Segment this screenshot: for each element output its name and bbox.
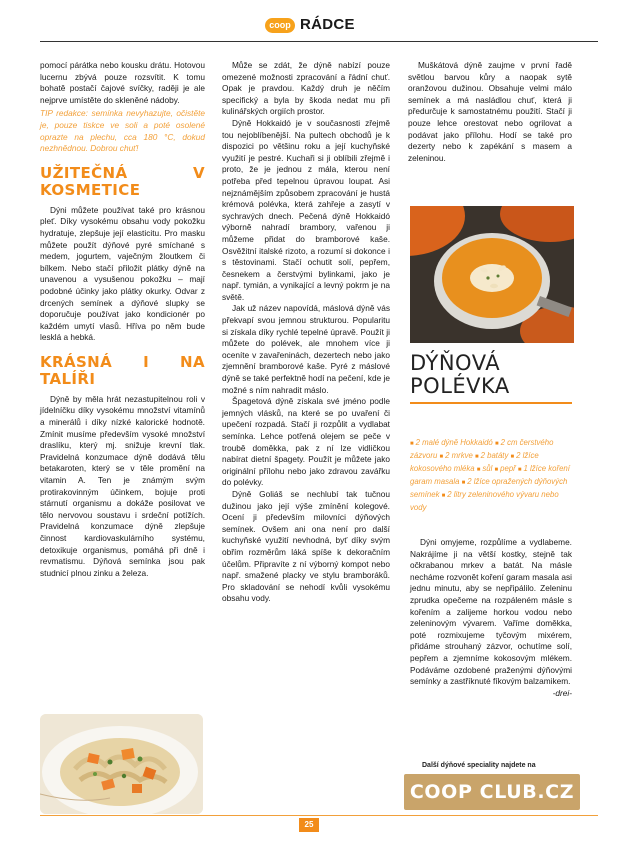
recipe-author: -drei- [552, 687, 572, 698]
coop-club-promo[interactable] [404, 762, 580, 810]
ingredient-item: sůl [482, 464, 495, 473]
coop-logo: coop [265, 18, 295, 33]
promo-lead-text: Další dýňové speciality najdete na [422, 762, 536, 769]
bullet-icon: ■ [510, 454, 515, 460]
recipe-method-text: Dýni omyjeme, rozpůlíme a vydlabeme. Nakrájíme ji na větší kostky, stejně tak očkrabanou mrkev a batát. Na másle necháme rozvonět koření garam masala asi jednu minutu, aby se nepřipálilo. Zeleninu zprudka opečeme na rozpáleném másle s kořením a zalijeme horkou vodou nebo zeleninovým vývarem. Vaříme doměkka, poté rozmixujeme tyčovým mixérem, přidáme strouhaný zázvor, ochutíme solí, pepřem a zjemníme kokosovým mlékem. Podáváme ozdobené praženými dýňovými semínky a zastříknuté fíkovým balzamikem. [410, 537, 572, 687]
header-rule [40, 41, 598, 42]
column-3 [408, 60, 572, 164]
ingredients-list [410, 437, 572, 513]
recipe-method [410, 537, 572, 699]
editor-tip: TIP redakce: semínka nevyhazujte, očistěte je, pouze tiskce ve soli a poté osolené oprazte na plechu, cca 180 °C, dokud nezhnědnou. Dobrou chuť! [40, 108, 205, 154]
ingredient-item: 2 litry zeleninového vývaru nebo vody [410, 490, 559, 512]
ingredient-item: 2 mrkve [445, 451, 475, 460]
col3-paragraph-1: Muškátová dýně zaujme v první řadě světlou barvou kůry a naopak sytě oranžovou dužinou. Obsahuje velmi málo semínek a má nasládlou chuť, která ji předurčuje k samostatnému použití. Stačí ji pouze lehce orestovat nebo ogrilovat a podávat jako přílohu. Hodí se také pro dezerty nebo k zapékání s masem a zeleninou. [408, 60, 572, 163]
ingredient-item: 2 lžíce opražených dýňových semínek [410, 477, 568, 499]
promo-url[interactable]: COOP CLUB.CZ [409, 781, 575, 803]
rubric-title: RÁDCE [300, 16, 355, 33]
ingredient-item: 2 cm čerstvého zázvoru [410, 438, 554, 460]
ingredient-item: 1 lžíce koření garam masala [410, 464, 570, 486]
column-1 [40, 60, 205, 579]
recipe-title-bar [410, 402, 572, 404]
bullet-icon: ■ [517, 467, 522, 473]
footer-rule [40, 815, 598, 816]
ingredient-item: 2 batáty [480, 451, 511, 460]
heading-cosmetics: UŽITEČNÁ V KOSMETICE [40, 163, 205, 199]
page-number: 25 [299, 818, 319, 832]
bullet-icon: ■ [494, 441, 499, 447]
ingredient-item: pepř [500, 464, 518, 473]
col2-paragraph-3: Jak už název napovídá, máslová dýně vás překvapí svou jemnou strukturou. Popularitu si získala díky rychlé tepelné úpravě. Použít ji můžete do polévek, ale mnohem více ji oceníte v zavařeninách, dezertech nebo jako zjemnění bramborové kaše. Pyré z máslové dýně se také perfektně hodí na pečení, kde je možné s ním nahradit máslo. [222, 303, 390, 395]
recipe-title [410, 352, 572, 404]
heading-plate: KRÁSNÁ I NA TALÍŘI [40, 352, 205, 388]
page-header [0, 10, 618, 44]
plate-paragraph: Dýně by měla hrát nezastupitelnou roli v jídelníčku díky vysokému množství vitamínů a minerálů i díky nízké kalorické hodnotě. Zmínit musíme především vysoké množství draslíku, který mj. snižuje krevní tlak. Pravidelná konzumace dýně dodává tělu betakaroten, který se v těle promění na vitamin A. Ten je známým svým protirakovinným účinkem, bojuje proti stárnutí organismu a dokáže posilovat ve tělo nervovou soustavu i srdeční potížích. Pravidelná konzumace dýně zlepšuje činnost kardiovaskulárního systému, detoxikuje organismus, pomáhá při dně i revmatismu. Dýňová semínka jsou pak studnicí plnou zinku a železa. [40, 393, 205, 578]
recipe-title-text: DÝŇOVÁ POLÉVKA [410, 351, 510, 398]
pasta-pumpkin-photo [40, 714, 203, 814]
ingredient-item: 2 malé dýně Hokkaidó [415, 438, 495, 447]
bullet-icon: ■ [439, 454, 444, 460]
promo-banner[interactable] [404, 774, 580, 810]
ingredient-item: 2 lžíce kokosového mléka [410, 451, 539, 473]
intro-paragraph: pomocí párátka nebo kousku drátu. Hotovou lucernu zbývá pouze rozsvítit. K tomu bohatě postačí čajové svíčky, raději je ale nejprve umístěte do skleněné nádoby. [40, 60, 205, 105]
pumpkin-soup-photo [410, 206, 574, 343]
col2-paragraph-5: Dýně Goliáš se nechlubí tak tučnou dužinou jako její výše zmínění kolegové. Ocení ji především milovníci dýňových semínek. Ovšem ani ona není pro další kuchyňské využití nevhodná, byť díky svým obřím rozměrům láká spíše k dekoračním účelům. Připravíte z ní výborný kompot nebo např. smažené placky ve stylu bramboráků. Pro skladování se nehodí kvůli vysokému obsahu vody. [222, 488, 390, 604]
bullet-icon: ■ [441, 493, 446, 499]
col2-paragraph-2: Dýně Hokkaidó je v současnosti zřejmě tou nejoblíbenější. Na pultech obchodů je k dispozici po většinu roku a její kuchyňské využití je pestré. Kuchaři si ji oblíbili zřejmě i proto, že je jednou z mála, kterou není potřeba před tepelnou úpravou loupat. Asi nejznámějším způsobem zpracování je hustá krémová polévka, která zahřeje a zasytí v sychravých dnech. Pečená dýně Hokkaidó výborně nahradí brambory, vařenou ji můžeme přidat do bramborové kaše. Osvěžitní italské rizoto, a rozumí si dokonce i s těstovinami. Stačí ochutit solí, pepřem, česnekem a čerstvými bylinkami, jako je např. tymián, a vynikající a levný pokrm je na světě. [222, 117, 390, 302]
col2-paragraph-4: Špagetová dýně získala své jméno podle jemných vlásků, na které se po uvaření či upečení rozpadá. Stačí ji rozpůlit a vydlabat semínka. Lehce potřená olejem se peče v troubě doměkka, pak z ní lze vidličkou nabírat dietní špagety. Použít je můžete jako originální přílohu nebo jako zdravou zavářku do polévky. [222, 396, 390, 488]
bullet-icon: ■ [461, 480, 466, 486]
bullet-icon: ■ [494, 467, 499, 473]
bullet-icon: ■ [476, 467, 481, 473]
col2-paragraph-1: Může se zdát, že dýně nabízí pouze omezené možnosti zpracování a řádní chuť. Opak je pravdou. Každý druh je něčím specifický a byla by škoda nedat mu při kulinářských orgiích prostor. [222, 60, 390, 117]
cosmetics-paragraph: Dýni můžete používat také pro krásnou pleť. Díky vysokému obsahu vody pokožku hydratuje, zlepšuje její elasticitu. Pro masku můžete použít dýňové pyré smíchané s medem, jogurtem, vaječným žloutkem či bílkem. Nebo stačí přiložit plátky dýně na unavenou a vysušenou pokožku – mají podobné účinky jako plátky okurky. Odvar z drcených semínek a dýňové slupky se doporučuje používat jako kondicionér po každém umytí vlasů. Hříva po něm bude lesklá a hebká. [40, 204, 205, 343]
column-2 [222, 60, 390, 605]
bullet-icon: ■ [410, 441, 414, 447]
bullet-icon: ■ [475, 454, 479, 460]
